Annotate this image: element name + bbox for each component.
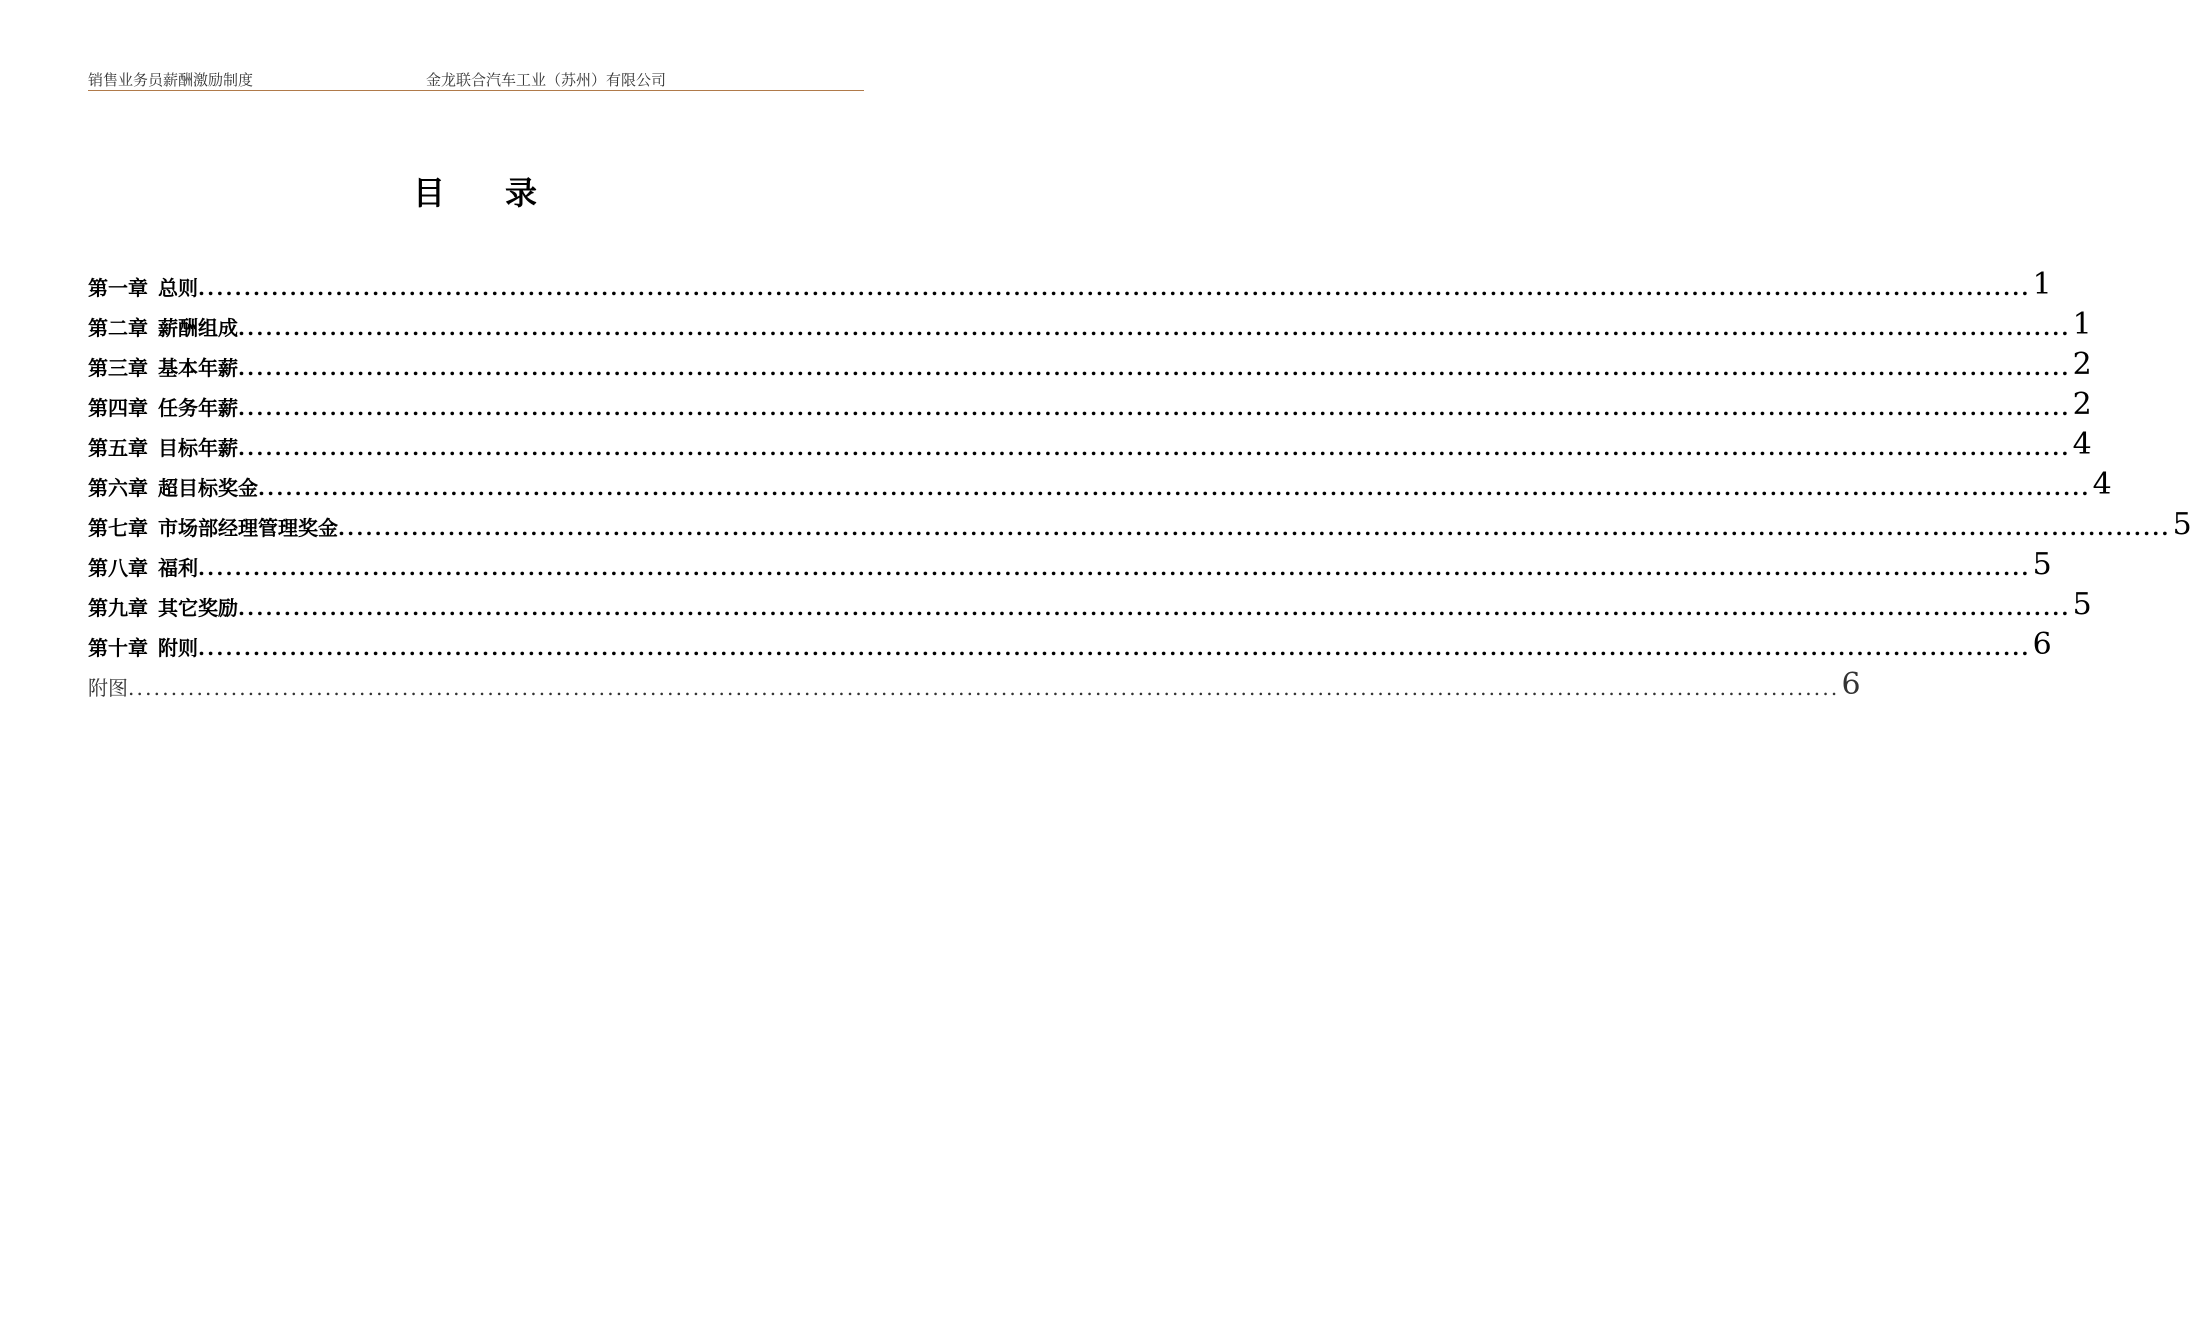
toc-chapter-title: 总则 (158, 276, 198, 300)
toc-chapter-number: 第三章 (88, 356, 148, 380)
toc-page-number: 1 (2072, 307, 2092, 342)
toc-chapter-title: 福利 (158, 556, 198, 580)
toc-chapter-title: 目标年薪 (158, 436, 238, 460)
toc-leader-dots: ........................................................................................................................................................................................................ (338, 516, 2171, 540)
toc-chapter-title: 任务年薪 (158, 396, 238, 420)
toc-page-number: 6 (2032, 627, 2052, 662)
toc-entry-chapter-10[interactable] (88, 622, 2052, 662)
toc-entry-chapter-4[interactable] (88, 382, 2092, 422)
toc-page-number: 4 (2072, 427, 2092, 462)
toc-page-number: 4 (2092, 467, 2112, 502)
table-of-contents (88, 262, 2192, 702)
toc-leader-dots: ........................................................................................................................................................................................................ (238, 396, 2071, 420)
toc-chapter-title: 基本年薪 (158, 356, 238, 380)
toc-chapter-number: 第九章 (88, 596, 148, 620)
toc-leader-dots: ........................................................................................................................................................................................................ (258, 476, 2091, 500)
toc-entry-label (88, 556, 198, 582)
toc-entry-appendix[interactable] (88, 662, 1861, 702)
toc-entry-chapter-1[interactable] (88, 262, 2052, 302)
toc-entry-chapter-6[interactable] (88, 462, 2112, 502)
toc-entry-label (88, 316, 238, 342)
page-header (88, 66, 864, 91)
toc-chapter-title: 市场部经理管理奖金 (158, 516, 338, 540)
toc-leader-dots: ........................................................................................................................................................................................................ (198, 276, 2031, 300)
toc-chapter-number: 第四章 (88, 396, 148, 420)
toc-appendix-title: 附图 (88, 676, 128, 700)
toc-chapter-number: 第一章 (88, 276, 148, 300)
toc-page-number: 5 (2172, 507, 2192, 542)
toc-chapter-title: 附则 (158, 636, 198, 660)
toc-page-number: 6 (1841, 667, 1861, 702)
page-title: 目录 (412, 174, 597, 212)
toc-leader-dots: ........................................................................................................................................................................................................ (198, 556, 2031, 580)
toc-chapter-title: 薪酬组成 (158, 316, 238, 340)
toc-page-number: 5 (2032, 547, 2052, 582)
toc-entry-chapter-7[interactable] (88, 502, 2192, 542)
toc-page-number: 5 (2072, 587, 2092, 622)
toc-entry-chapter-2[interactable] (88, 302, 2092, 342)
toc-chapter-number: 第五章 (88, 436, 148, 460)
toc-entry-label (88, 636, 198, 662)
toc-chapter-number: 第十章 (88, 636, 148, 660)
toc-chapter-title: 超目标奖金 (158, 476, 258, 500)
header-document-title: 销售业务员薪酬激励制度 (88, 71, 254, 89)
header-company-name: 金龙联合汽车工业（苏州）有限公司 (426, 71, 667, 89)
toc-leader-dots: ........................................................................................................................................................................................................ (238, 356, 2071, 380)
toc-page-number: 2 (2072, 347, 2092, 382)
toc-chapter-number: 第二章 (88, 316, 148, 340)
toc-entry-label (88, 476, 258, 502)
toc-entry-chapter-3[interactable] (88, 342, 2092, 382)
toc-entry-label (88, 516, 338, 542)
toc-chapter-number: 第八章 (88, 556, 148, 580)
toc-chapter-number: 第六章 (88, 476, 148, 500)
toc-leader-dots: ........................................................................................................................................................................................................ (238, 316, 2071, 340)
toc-entry-chapter-9[interactable] (88, 582, 2092, 622)
toc-entry-chapter-8[interactable] (88, 542, 2052, 582)
toc-chapter-number: 第七章 (88, 516, 148, 540)
toc-entry-label (88, 436, 238, 462)
toc-entry-label (88, 396, 238, 422)
toc-page-number: 1 (2032, 267, 2052, 302)
toc-entry-label (88, 596, 238, 622)
toc-entry-chapter-5[interactable] (88, 422, 2092, 462)
toc-entry-label (88, 356, 238, 382)
toc-leader-dots: ........................................................................................................................................................................................................ (238, 436, 2071, 460)
toc-page-number: 2 (2072, 387, 2092, 422)
toc-leader-dots: ........................................................................................................................................................................................................ (128, 676, 1840, 700)
toc-entry-label (88, 276, 198, 302)
toc-leader-dots: ........................................................................................................................................................................................................ (198, 636, 2031, 660)
toc-leader-dots: ........................................................................................................................................................................................................ (238, 596, 2071, 620)
toc-chapter-title: 其它奖励 (158, 596, 238, 620)
